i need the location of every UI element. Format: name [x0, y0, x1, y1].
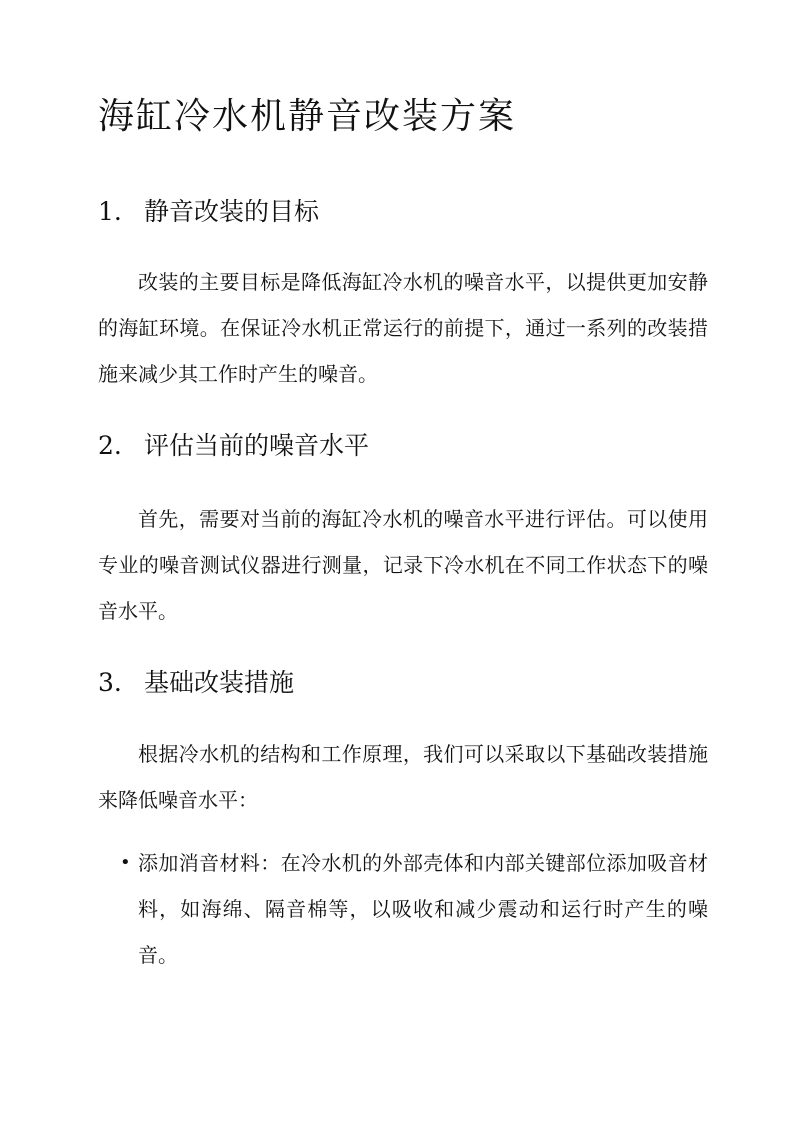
section-3-paragraph: 根据冷水机的结构和工作原理，我们可以采取以下基础改装措施来降低噪音水平： [98, 742, 708, 812]
section-title: 基础改装措施 [144, 668, 295, 697]
document-title: 海缸冷水机静音改装方案 [98, 96, 517, 137]
section-heading-1 [98, 194, 718, 230]
section-heading-2 [98, 428, 718, 464]
section-number: 1. [98, 197, 122, 226]
bullet-list [98, 840, 708, 978]
section-title: 静音改装的目标 [144, 197, 320, 226]
section-1-paragraph: 改装的主要目标是降低海缸冷水机的噪音水平，以提供更加安静的海缸环境。在保证冷水机正常运行的前提下，通过一系列的改装措施来减少其工作时产生的噪音。 [98, 270, 708, 386]
section-heading-3 [98, 665, 718, 701]
section-number: 2. [98, 431, 122, 460]
section-title: 评估当前的噪音水平 [144, 431, 370, 460]
bullet-icon: • [120, 852, 131, 873]
list-item [98, 840, 708, 978]
section-2-paragraph: 首先，需要对当前的海缸冷水机的噪音水平进行评估。可以使用专业的噪音测试仪器进行测量，记录下冷水机在不同工作状态下的噪音水平。 [98, 507, 708, 623]
section-number: 3. [98, 668, 122, 697]
list-item-text: 添加消音材料：在冷水机的外部壳体和内部关键部位添加吸音材料，如海绵、隔音棉等，以吸收和减少震动和运行时产生的噪音。 [138, 851, 708, 967]
